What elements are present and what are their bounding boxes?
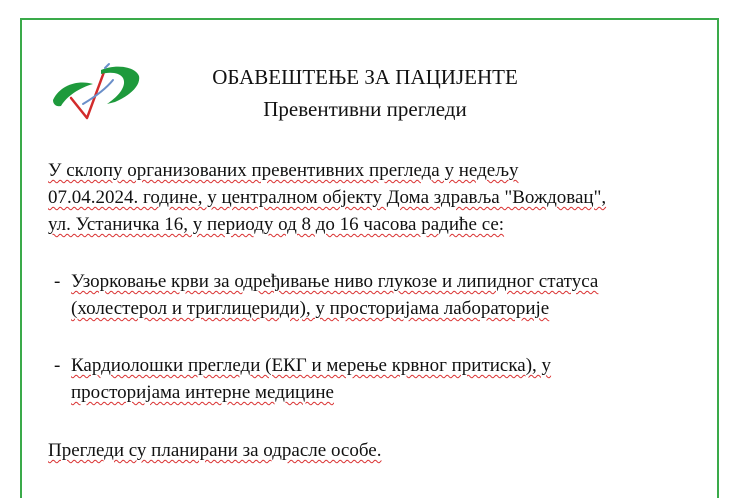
page-subtitle: Превентивни прегледи [263, 97, 467, 121]
list-item-2-line-1: Кардиолошки прегледи (ЕКГ и мерење крвног притиска), у [71, 355, 552, 376]
intro-line-3: ул. Устаничка 16, у периоду од 8 до 16 часова радиће се: [48, 214, 505, 235]
page-title: ОБАВЕШТЕЊЕ ЗА ПАЦИЈЕНТЕ [212, 65, 518, 89]
health-center-logo-icon [49, 60, 141, 126]
footer-note: Прегледи су планирани за одрасле особе. [48, 440, 382, 461]
list-item-1-line-2: (холестерол и триглицериди), у просторијама лабораторије [71, 298, 550, 319]
intro-line-2: 07.04.2024. године, у централном објекту Дома здравља "Вождовац", [48, 187, 607, 208]
list-bullet: - [54, 355, 61, 376]
list-item-2-line-2: просторијама интерне медицине [71, 382, 334, 403]
list-item-1-line-1: Узорковање крви за одређивање ниво глукозе и липидног статуса [71, 271, 599, 292]
intro-line-1: У склопу организованих превентивних прегледа у недељу [48, 160, 519, 181]
list-bullet: - [54, 271, 61, 292]
